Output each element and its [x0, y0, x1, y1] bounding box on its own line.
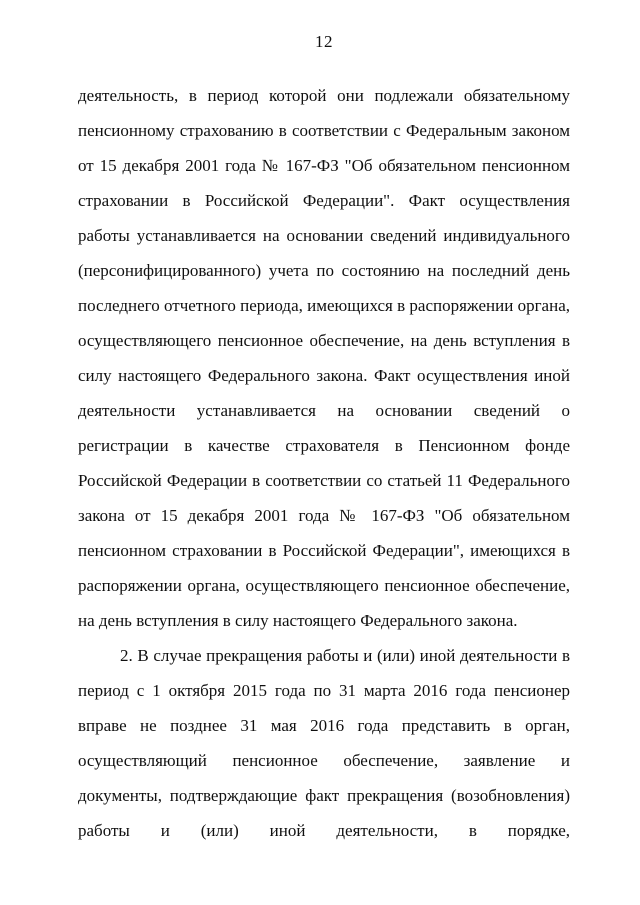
paragraph-item-2: 2. В случае прекращения работы и (или) иной деятельности в период с 1 октября 2015 года по 31 марта 2016 года пенсионер вправе не позднее 31 мая 2016 года представить в орган, осуществляющий пенсионное обеспечение, заявление и документы, подтверждающие факт прекращения (возобновления) работы и (или) иной деятельности, в порядке,	[78, 646, 570, 840]
paragraph-continued: деятельность, в период которой они подлежали обязательному пенсионному страхованию в соответствии с Федеральным законом от 15 декабря 2001 года № 167-ФЗ "Об обязательном пенсионном страховании в Российской Федерации". Факт осуществления работы устанавливается на основании сведений индивидуального (персонифицированного) учета по состоянию на последний день последнего отчетного периода, имеющихся в распоряжении органа, осуществляющего пенсионное обеспечение, на день вступления в силу настоящего Федерального закона. Факт осуществления иной деятельности устанавливается на основании сведений о регистрации в качестве страхователя в Пенсионном фонде Российской Федерации в соответствии со статьей 11 Федерального закона от 15 декабря 2001 года № 167-ФЗ "Об обязательном пенсионном страховании в Российской Федерации", имеющихся в распоряжении органа, осуществляющего пенсионное обеспечение, на день вступления в силу настоящего Федерального закона.	[78, 86, 570, 630]
document-body	[78, 78, 570, 848]
page-number: 12	[315, 32, 333, 51]
